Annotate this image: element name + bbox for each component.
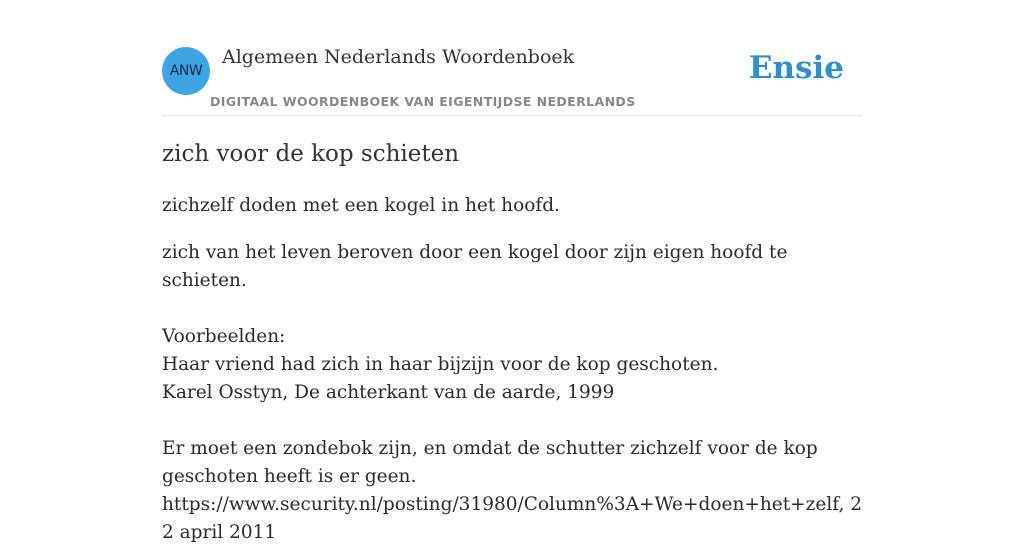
definition-1: zichzelf doden met een kogel in het hoofd.	[162, 195, 560, 216]
definition-2: zich van het leven beroven door een kogel door zijn eigen hoofd te schieten.	[162, 242, 788, 291]
anw-logo[interactable]: ANW	[162, 47, 210, 95]
example-spacer	[162, 407, 862, 435]
site-header	[162, 0, 862, 116]
site-subtitle: DIGITAAL WOORDENBOEK VAN EIGENTIJDSE NEDERLANDS	[210, 94, 636, 109]
example-1-source: Karel Osstyn, De achterkant van de aarde, 1999	[162, 382, 615, 403]
entry-term: zich voor de kop schieten	[162, 141, 460, 167]
examples-section	[162, 323, 862, 547]
entry-content	[162, 136, 862, 547]
example-2-source[interactable]: https://www.security.nl/posting/31980/Column%3A+We+doen+het+zelf, 22 april 2011	[162, 494, 862, 543]
site-title[interactable]: Algemeen Nederlands Woordenboek	[222, 46, 575, 68]
example-1-text: Haar vriend had zich in haar bijzijn voor de kop geschoten.	[162, 354, 719, 375]
example-2-text: Er moet een zondebok zijn, en omdat de schutter zichzelf voor de kop geschoten heeft is er geen.	[162, 438, 818, 487]
examples-label: Voorbeelden:	[162, 326, 286, 347]
ensie-brand-link[interactable]: Ensie	[748, 50, 844, 86]
